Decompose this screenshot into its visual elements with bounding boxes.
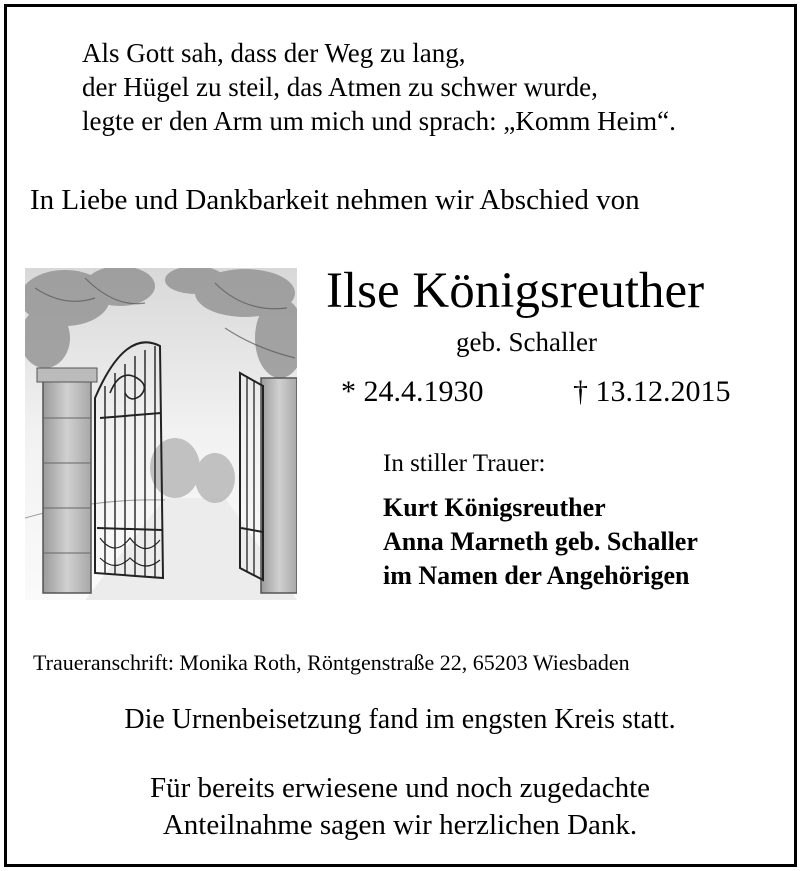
poem [82,36,676,138]
deceased-name: Ilse Königsreuther [326,263,705,319]
mourner-name: im Namen der Angehörigen [383,561,690,590]
poem-line-3: legte er den Arm um mich und sprach: „Komm Heim“. [82,106,676,136]
birth-date: * 24.4.1930 [341,375,484,408]
garden-gate-icon [25,268,297,600]
poem-line-1: Als Gott sah, dass der Weg zu lang, [82,38,466,68]
thanks-text [0,770,800,844]
mourner-name: Kurt Königsreuther [383,493,606,522]
mourning-address: Traueranschrift: Monika Roth, Röntgenstraße 22, 65203 Wiesbaden [33,650,630,675]
maiden-name: geb. Schaller [456,327,597,357]
intro-text: In Liebe und Dankbarkeit nehmen wir Abschied von [30,184,640,216]
mourners-label: In stiller Trauer: [383,450,546,477]
death-date: † 13.12.2015 [573,375,731,408]
urn-notice: Die Urnenbeisetzung fand im engsten Kreis statt. [124,704,676,735]
mourners-list [383,491,698,593]
mourner-name: Anna Marneth geb. Schaller [383,527,698,556]
thanks-line-2: Anteilnahme sagen wir herzlichen Dank. [162,809,638,841]
poem-line-2: der Hügel zu steil, das Atmen zu schwer wurde, [82,72,598,102]
thanks-line-1: Für bereits erwiesene und noch zugedachte [149,772,651,804]
